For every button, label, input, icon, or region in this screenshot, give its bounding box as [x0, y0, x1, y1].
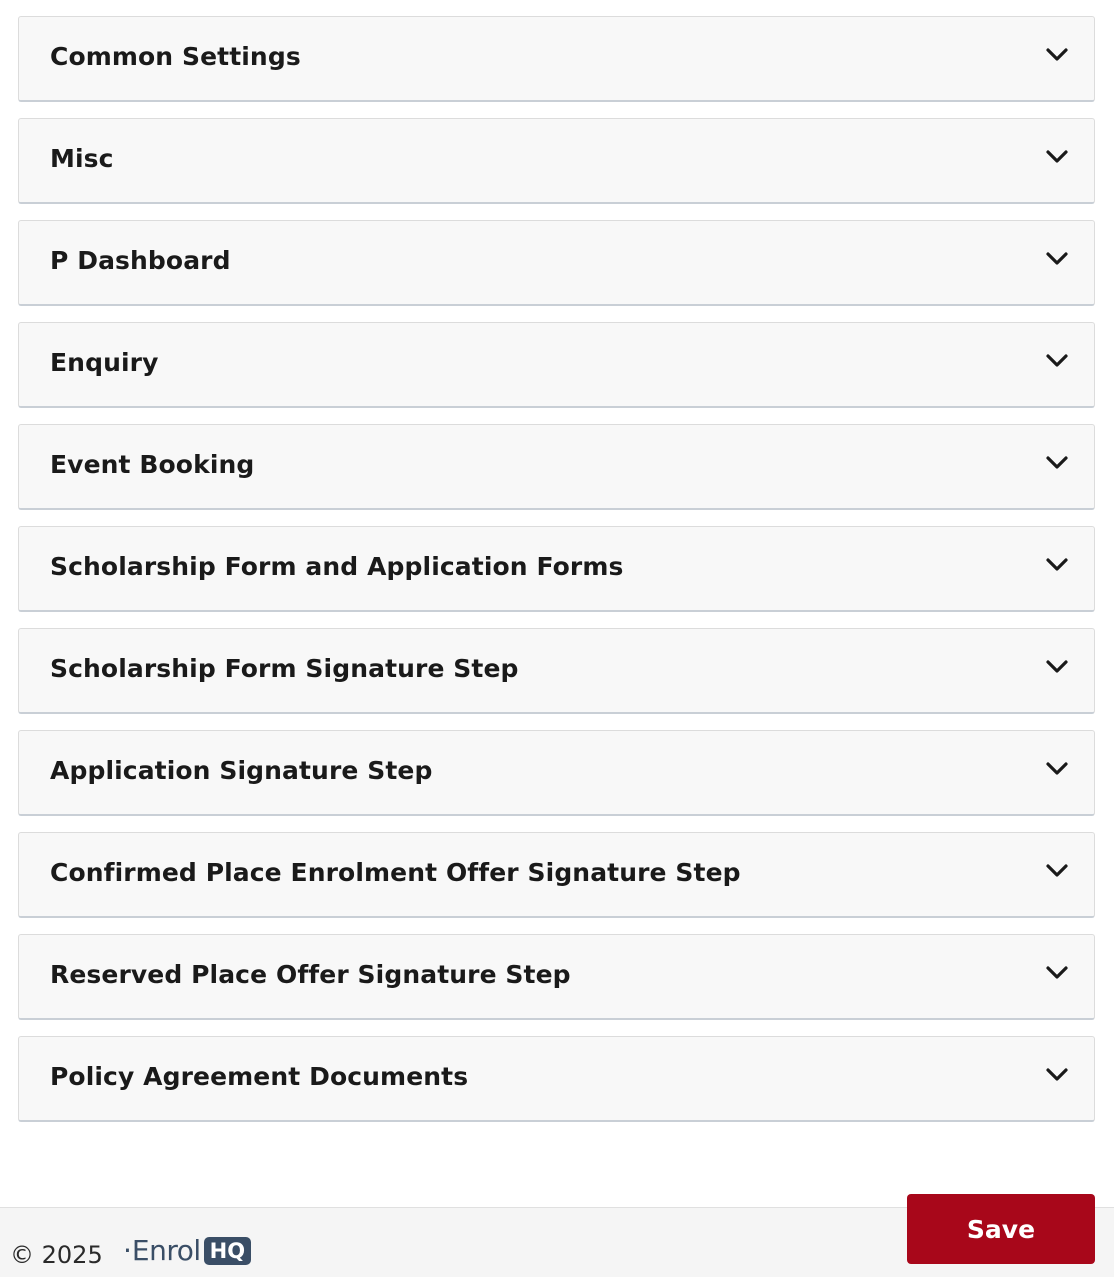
accordion-section-event-booking[interactable] — [18, 424, 1095, 510]
accordion-section-p-dashboard[interactable] — [18, 220, 1095, 306]
section-title: Event Booking — [50, 450, 255, 479]
accordion-section-reserved-place-signature-step[interactable] — [18, 934, 1095, 1020]
section-title: Policy Agreement Documents — [50, 1062, 469, 1091]
chevron-down-icon[interactable] — [1044, 246, 1070, 272]
logo-text: Enrol — [131, 1234, 201, 1267]
chevron-down-icon[interactable] — [1044, 42, 1070, 68]
chevron-down-icon[interactable] — [1044, 858, 1070, 884]
settings-accordion — [18, 16, 1095, 1138]
chevron-down-icon[interactable] — [1044, 450, 1070, 476]
section-title: Application Signature Step — [50, 756, 433, 785]
logo-prefix: · — [123, 1234, 132, 1267]
chevron-down-icon[interactable] — [1044, 756, 1070, 782]
accordion-section-enquiry[interactable] — [18, 322, 1095, 408]
chevron-down-icon[interactable] — [1044, 960, 1070, 986]
section-title: P Dashboard — [50, 246, 231, 275]
section-title: Scholarship Form and Application Forms — [50, 552, 624, 581]
chevron-down-icon[interactable] — [1044, 552, 1070, 578]
chevron-down-icon[interactable] — [1044, 654, 1070, 680]
accordion-section-scholarship-application-forms[interactable] — [18, 526, 1095, 612]
enrolhq-logo — [123, 1234, 251, 1267]
chevron-down-icon[interactable] — [1044, 144, 1070, 170]
copyright-text: © 2025 — [10, 1241, 103, 1269]
accordion-section-application-signature-step[interactable] — [18, 730, 1095, 816]
chevron-down-icon[interactable] — [1044, 1062, 1070, 1088]
section-title: Reserved Place Offer Signature Step — [50, 960, 571, 989]
section-title: Common Settings — [50, 42, 301, 71]
accordion-section-policy-agreement-documents[interactable] — [18, 1036, 1095, 1122]
accordion-section-misc[interactable] — [18, 118, 1095, 204]
accordion-section-scholarship-signature-step[interactable] — [18, 628, 1095, 714]
chevron-down-icon[interactable] — [1044, 348, 1070, 374]
section-title: Scholarship Form Signature Step — [50, 654, 519, 683]
logo-badge: HQ — [204, 1237, 251, 1265]
save-button[interactable]: Save — [907, 1194, 1095, 1264]
accordion-section-common-settings[interactable] — [18, 16, 1095, 102]
section-title: Confirmed Place Enrolment Offer Signature Step — [50, 858, 741, 887]
section-title: Enquiry — [50, 348, 159, 377]
section-title: Misc — [50, 144, 114, 173]
accordion-section-confirmed-place-signature-step[interactable] — [18, 832, 1095, 918]
